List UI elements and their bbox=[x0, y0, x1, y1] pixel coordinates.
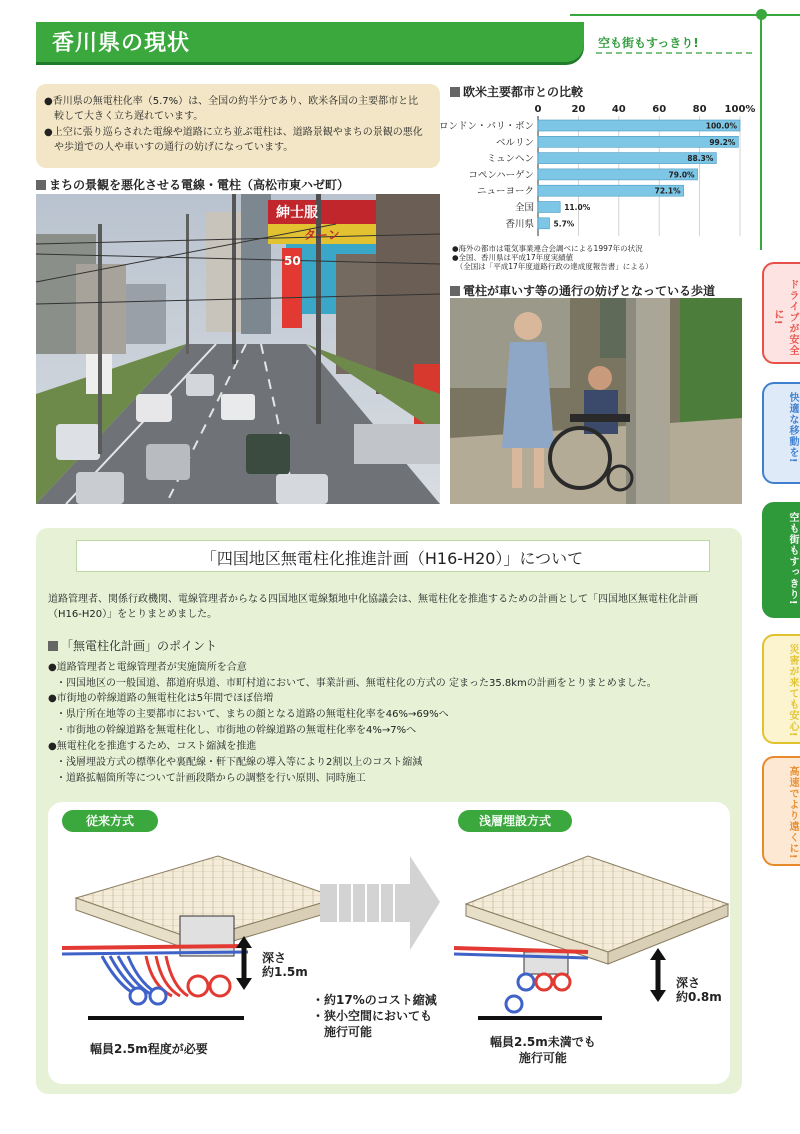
side-rule bbox=[760, 14, 762, 250]
intro-line: ●香川県の無電柱化率（5.7%）は、全国の約半分であり、欧米各国の主要都市と比 bbox=[44, 96, 419, 107]
point-subitem: ・道路拡幅箇所等について計画段階からの調整を行い原則、同時施工 bbox=[56, 773, 366, 784]
photo1-heading-text: まちの景観を悪化させる電線・電柱（高松市東ハゼ町） bbox=[49, 178, 350, 192]
width-text: 施行可能 bbox=[518, 1051, 567, 1065]
bar bbox=[538, 202, 560, 213]
tagline-underline bbox=[596, 52, 752, 54]
street-illustration bbox=[36, 194, 440, 504]
page-title: 香川県の現状 bbox=[52, 31, 191, 56]
tagline: 空も街もすっきり! bbox=[598, 36, 699, 50]
conventional-method-label: 従来方式 bbox=[62, 810, 158, 832]
x-tick-label: 0 bbox=[534, 104, 542, 115]
plan-paragraph: （H16-H20）」をとりまとめました。 bbox=[48, 609, 218, 620]
width-text: 幅員2.5m未満でも bbox=[490, 1035, 596, 1049]
x-tick-label: 100% bbox=[724, 104, 756, 115]
benefit-text: ・狭小空間においても bbox=[312, 1009, 433, 1023]
category-label: ミュンヘン bbox=[486, 153, 534, 165]
category-label: 香川県 bbox=[505, 218, 534, 230]
photo2-heading-text: 電柱が車いす等の通行の妨げとなっている歩道 bbox=[463, 284, 716, 298]
tab-label: 高速でより遠くに! bbox=[787, 766, 798, 860]
point-item: ●無電柱化を推進するため、コスト縮減を推進 bbox=[48, 741, 257, 752]
category-label: ベルリン bbox=[495, 137, 534, 149]
chart-note: （全国は「平成17年度道路行政の達成度報告書」による） bbox=[452, 262, 653, 271]
tab-drive-safe[interactable] bbox=[762, 262, 800, 364]
bar bbox=[538, 218, 550, 229]
points-heading bbox=[48, 637, 217, 654]
depth-text: 深さ bbox=[262, 951, 287, 965]
width-label-left: 幅員2.5m程度が必要 bbox=[90, 1042, 208, 1056]
sign-text: 紳士服 bbox=[276, 205, 318, 221]
data-label: 99.2% bbox=[709, 137, 736, 147]
intro-line: 較して大きく立ち遅れています。 bbox=[44, 111, 204, 122]
tab-disaster-safe[interactable] bbox=[762, 634, 800, 744]
depth-text: 約0.8m bbox=[676, 990, 722, 1004]
category-label: 全国 bbox=[514, 202, 534, 214]
tab-highway-far[interactable] bbox=[762, 756, 800, 866]
category-label: コペンハーゲン bbox=[468, 169, 534, 181]
intro-line: や歩道での人や車いすの通行の妨げになっています。 bbox=[44, 142, 294, 153]
chart-note: ●海外の都市は電気事業連合会調べによる1997年の状況 bbox=[452, 244, 643, 253]
intro-line: ●上空に張り巡らされた電線や道路に立ち並ぶ電柱は、道路景観やまちの景観の悪化 bbox=[44, 127, 423, 138]
points-heading-text: 「無電柱化計画」のポイント bbox=[61, 639, 218, 653]
benefit-text: 施行可能 bbox=[312, 1025, 373, 1039]
sign-text: ターン bbox=[304, 228, 340, 242]
sidewalk-illustration bbox=[450, 298, 742, 504]
depth-text: 約1.5m bbox=[262, 965, 308, 979]
x-tick-label: 80 bbox=[692, 104, 707, 115]
point-subitem: ・浅層埋設方式の標準化や裏配線・軒下配線の導入等により2割以上のコスト縮減 bbox=[56, 757, 423, 768]
benefit-list bbox=[312, 992, 437, 1040]
tab-clear-sky[interactable] bbox=[762, 502, 800, 618]
plan-paragraph: 道路管理者、関係行政機関、電線管理者からなる四国地区電線類地中化協議会は、無電柱化を推進するための計画として「四国地区無電柱化計画 bbox=[48, 594, 698, 605]
point-item: ●道路管理者と電線管理者が実施箇所を合意 bbox=[48, 662, 247, 673]
square-bullet-icon bbox=[450, 87, 460, 97]
tab-label: 災害が来ても安心! bbox=[787, 644, 798, 738]
shallow-method-label: 浅層埋設方式 bbox=[458, 810, 572, 832]
tab-label: 快適な移動を! bbox=[787, 392, 798, 464]
bar bbox=[538, 136, 738, 147]
photo2-heading bbox=[450, 282, 715, 299]
benefit-text: ・約17%のコスト縮減 bbox=[312, 993, 437, 1007]
point-subitem: ・市街地の幹線道路を無電柱化し、市街地の幹線道路の無電柱化率を4%→7%へ bbox=[56, 725, 417, 736]
x-tick-label: 40 bbox=[611, 104, 626, 115]
square-bullet-icon bbox=[48, 641, 58, 651]
data-label: 11.0% bbox=[564, 203, 591, 212]
square-bullet-icon bbox=[450, 286, 460, 296]
width-label-right bbox=[490, 1034, 596, 1066]
tab-label: 空も街もすっきり! bbox=[787, 512, 798, 606]
tab-label: ドライブが安全に! bbox=[772, 278, 798, 356]
point-subitem: ・四国地区の一般国道、都道府県道、市町村道において、事業計画、無電柱化の方式の 定まった35.8kmの計画をとりまとめました。 bbox=[56, 678, 657, 689]
data-label: 79.0% bbox=[668, 170, 695, 180]
sidewalk-photo bbox=[450, 298, 742, 504]
category-label: ニューヨーク bbox=[476, 186, 534, 198]
sign-text: 50 bbox=[284, 254, 301, 268]
plan-title: 「四国地区無電柱化推進計画（H16-H20）」について bbox=[200, 549, 584, 568]
category-label: ロンドン・パリ・ボン bbox=[438, 121, 534, 132]
point-item: ●市街地の幹線道路の無電柱化は5年間でほぼ倍増 bbox=[48, 693, 274, 704]
data-label: 100.0% bbox=[705, 121, 737, 131]
chart-heading bbox=[450, 83, 583, 100]
x-tick-label: 60 bbox=[652, 104, 667, 115]
depth-label-left bbox=[262, 951, 308, 979]
tab-comfortable-move[interactable] bbox=[762, 382, 800, 484]
street-photo bbox=[36, 194, 440, 504]
x-tick-label: 20 bbox=[571, 104, 586, 115]
depth-label-right bbox=[676, 976, 722, 1004]
chart-note: ●全国、香川県は平成17年度実績値 bbox=[452, 253, 574, 262]
chart-title: 欧米主要都市との比較 bbox=[463, 85, 584, 99]
point-subitem: ・県庁所在地等の主要都市において、まちの顔となる道路の無電柱化率を46%→69%へ bbox=[56, 709, 449, 720]
square-bullet-icon bbox=[36, 180, 46, 190]
data-label: 5.7% bbox=[553, 219, 575, 229]
data-label: 72.1% bbox=[654, 186, 681, 196]
depth-text: 深さ bbox=[676, 976, 701, 990]
data-label: 88.3% bbox=[687, 154, 714, 164]
photo1-heading bbox=[36, 176, 349, 193]
comparison-chart bbox=[438, 100, 756, 240]
